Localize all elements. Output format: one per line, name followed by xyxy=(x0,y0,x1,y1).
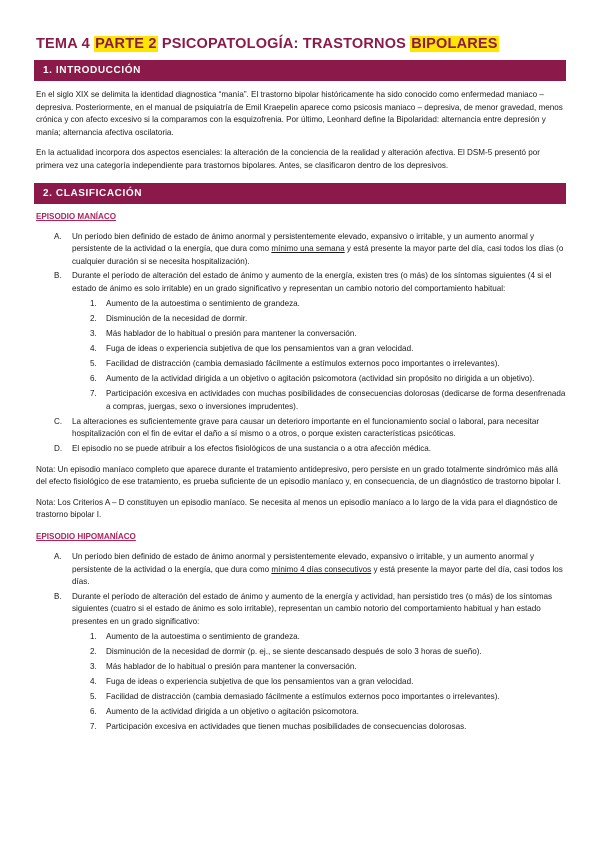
list-item: 5. Facilidad de distracción (cambia demasiado fácilmente a estímulos externos poco importantes o irrelevantes). xyxy=(90,691,500,701)
title-highlight-parte: PARTE 2 xyxy=(95,36,157,52)
list-item: 5. Facilidad de distracción (cambia demasiado fácilmente a estímulos externos poco importantes o irrelevantes). xyxy=(90,358,500,368)
list-item: 2. Disminución de la necesidad de dormir. xyxy=(90,313,248,323)
list-item: 3. Más hablador de lo habitual o presión para mantener la conversación. xyxy=(90,328,357,338)
symptom-list xyxy=(34,298,566,414)
criterion-c: C. La alteraciones es suficientemente grave para causar un deterioro importante en el funcionamiento social o laboral, para necesitar hospitalización con el fin de evitar el daño a sí mismo o a otros, o porque existen características psicóticas. xyxy=(54,416,540,439)
hipomaniaco-criteria-list xyxy=(34,551,566,734)
intro-paragraph-2: En la actualidad incorpora dos aspectos esenciales: la alteración de la conciencia de la realidad y alteración afectiva. El DSM-5 presentó por primera vez una categoría independiente para trastornos bipolares. Antes, se clasificaron dentro de los depresivos. xyxy=(36,148,540,170)
title-highlight-bipolares: BIPOLARES xyxy=(411,36,498,52)
criterion-b: B. Durante el período de alteración del estado de ánimo y aumento de la energía y actividad, han persistido tres (o más) de los síntomas siguientes (cuatro si el estado de ánimo es solo irritable), representan un cambio notorio del comportamiento habitual y han estado presentes en un grado significativo: 1. Aumento de la autoestima o sentimiento de grandeza. 2. Disminución de la necesidad de dormir (p. ej., se siente descansado después de solo 3 horas de sueño). 3. Más hablador de lo habitual o presión para mantener la conversación. 4. Fuga de ideas o experiencia subjetiva de que los pensamientos van a gran velocidad. 5. Facilidad de distracción (cambia demasiado fácilmente a estímulos externos poco importantes o irrelevantes). 6. Aumento de la actividad dirigida a un objetivo o agitación psicomotora. 7. Participación excesiva en actividades que tienen muchas posibilidades de consecuencias dolorosas. xyxy=(34,591,566,734)
nota-2: Nota: Los Criterios A – D constituyen un episodio maníaco. Se necesita al menos un episodio maníaco a lo largo de la vida para el diagnóstico de trastorno bipolar I. xyxy=(36,497,558,520)
maniaco-criteria-list xyxy=(34,231,566,456)
list-item: 3. Más hablador de lo habitual o presión para mantener la conversación. xyxy=(90,661,357,671)
criterion-b: B. Durante el período de alteración del estado de ánimo y aumento de la energía, existen tres (o más) de los síntomas siguientes (4 si el estado de ánimo es solo irritable) en un grado significativo y representan un cambio notorio del comportamiento habitual: 1. Aumento de la autoestima o sentimiento de grandeza. 2. Disminución de la necesidad de dormir. 3. Más hablador de lo habitual o presión para mantener la conversación. 4. Fuga de ideas o experiencia subjetiva de que los pensamientos van a gran velocidad. 5. Facilidad de distracción (cambia demasiado fácilmente a estímulos externos poco importantes o irrelevantes). 6. Aumento de la actividad dirigida a un objetivo o agitación psicomotora (actividad sin propósito no dirigida a un objetivo). 7. Participación excesiva en actividades con muchas posibilidades de consecuencias dolorosas (dedicarse de forma desenfrenada a compras, juergas, sexo o inversiones imprudentes). xyxy=(34,270,566,413)
intro-paragraph-1: En el siglo XIX se delimita la identidad diagnostica “manía”. El trastorno bipolar históricamente ha sido conocido como enfermedad maniaco – depresiva. Posteriormente, en el manual de psiquiatría de Emil Kraepelin aparece como psicosis maniaco – depresiva, de menor gravedad, menos crónica y con afecto excesivo si la comparamos con la esquizofrenia. Por último, Leonhard define la Bipolaridad: alternancia entre depresión y manía; alternancia afectiva oscilatoria. xyxy=(36,90,563,137)
list-item: 1. Aumento de la autoestima o sentimiento de grandeza. xyxy=(90,631,300,641)
nota-1: Nota: Un episodio maníaco completo que aparece durante el tratamiento antidepresivo, pero persiste en un grado totalmente sindrómico más allá del efecto fisiológico de ese tratamiento, es prueba suficiente de un episodio maníaco y, en consecuencia, de un diagnóstico de trastorno bipolar I. xyxy=(36,464,561,487)
page-title xyxy=(36,36,566,52)
symptom-list xyxy=(34,631,566,734)
section-heading-introduccion: 1. INTRODUCCIÓN xyxy=(34,60,566,81)
list-item: 1. Aumento de la autoestima o sentimiento de grandeza. xyxy=(90,298,300,308)
subtitle-episodio-maniaco: EPISODIO MANÍACO xyxy=(36,211,117,221)
list-item: 2. Disminución de la necesidad de dormir (p. ej., se siente descansado después de solo 3 horas de sueño). xyxy=(90,646,482,656)
list-item: 7. Participación excesiva en actividades con muchas posibilidades de consecuencias dolorosas (dedicarse de forma desenfrenada a compras, juergas, sexo o inversiones imprudentes). xyxy=(90,389,566,411)
list-item: 4. Fuga de ideas o experiencia subjetiva de que los pensamientos van a gran velocidad. xyxy=(90,343,414,353)
list-item: 6. Aumento de la actividad dirigida a un objetivo o agitación psicomotora (actividad sin propósito no dirigida a un objetivo). xyxy=(90,374,535,383)
list-item: 6. Aumento de la actividad dirigida a un objetivo o agitación psicomotora. xyxy=(90,706,359,716)
title-part-2: PSICOPATOLOGÍA: TRASTORNOS xyxy=(157,36,411,52)
list-item: 4. Fuga de ideas o experiencia subjetiva de que los pensamientos van a gran velocidad. xyxy=(90,676,414,686)
duration-underlined: mínimo 4 días consecutivos xyxy=(271,564,372,574)
subtitle-episodio-hipomaniaco: EPISODIO HIPOMANÍACO xyxy=(36,531,136,541)
criterion-d: D. El episodio no se puede atribuir a los efectos fisiológicos de una sustancia o a otra afección médica. xyxy=(54,443,432,453)
section-heading-clasificacion: 2. CLASIFICACIÓN xyxy=(34,183,566,204)
duration-underlined: mínimo una semana xyxy=(271,244,345,254)
criterion-a: A. Un período bien definido de estado de ánimo anormal y persistentemente elevado, expansivo o irritable, y un aumento anormal y persistente de la actividad o la energía, que dura como mínimo una semana y está presente la mayor parte del día, casi todos los días (o cualquier duración si se necesita hospitalización). xyxy=(54,231,564,266)
criterion-a: A. Un período bien definido de estado de ánimo anormal y persistentemente elevado, expansivo o irritable, y un aumento anormal y persistente de la actividad o la energía, que dura como mínimo 4 días consecutivos y está presente la mayor parte del día, casi todos los días. xyxy=(54,551,563,587)
list-item: 7. Participación excesiva en actividades que tienen muchas posibilidades de consecuencias dolorosas. xyxy=(90,722,467,732)
title-part-1: TEMA 4 xyxy=(36,36,95,52)
